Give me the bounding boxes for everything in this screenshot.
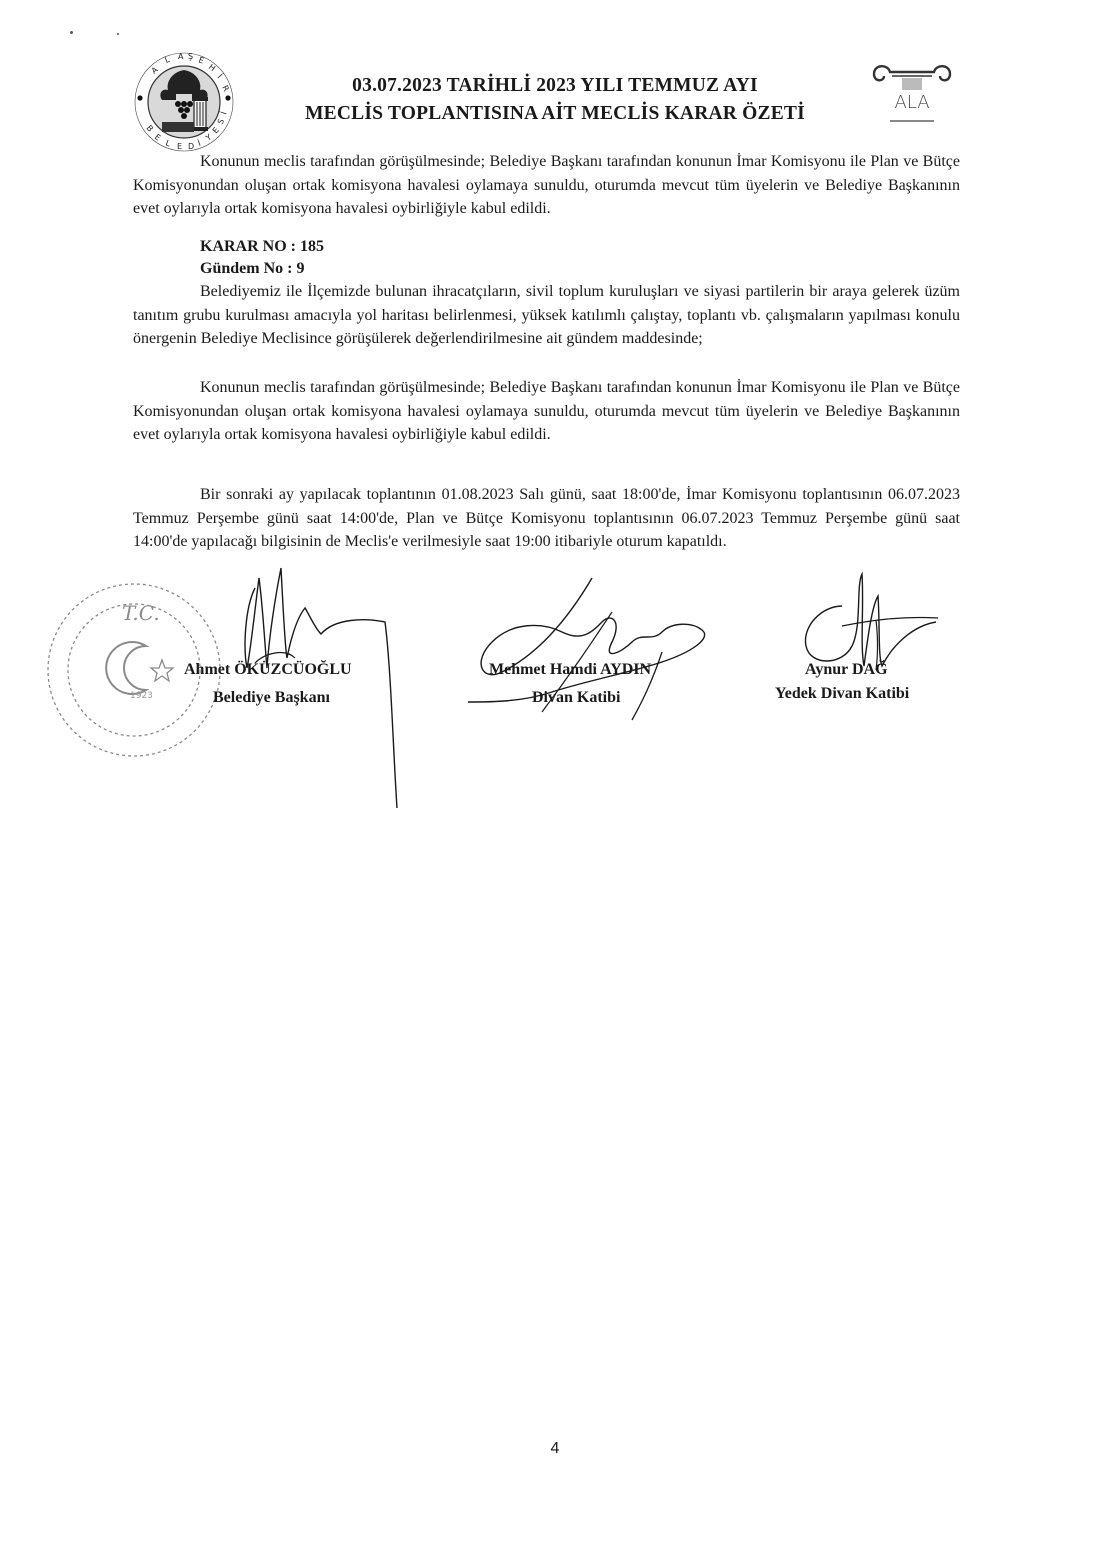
svg-text:İ: İ bbox=[215, 72, 224, 81]
paragraph-3-text: Konunun meclis tarafından görüşülmesinde; Belediye Başkanı tarafından konunun İmar Komisyonu ile Plan ve Bütçe Komisyonundan oluşan ortak komisyona havalesi oylamaya sunuldu, oturumda mevcut tüm üyelerin ve Belediye Başkanının evet oylarıyla ortak komisyona havalesi oybirliğiyle kabul edildi. bbox=[133, 379, 960, 443]
svg-text:D: D bbox=[188, 142, 195, 151]
signatory-3-title: Yedek Divan Katibi bbox=[775, 685, 910, 702]
svg-text:İ: İ bbox=[219, 110, 229, 116]
municipality-logo bbox=[132, 50, 236, 154]
svg-text:B: B bbox=[144, 123, 155, 134]
svg-text:R: R bbox=[220, 83, 231, 93]
scan-speck bbox=[70, 31, 73, 34]
signatory-2-title: Divan Katibi bbox=[532, 689, 621, 706]
signatory-2-name: Mehmet Hamdi AYDIN bbox=[489, 661, 652, 678]
gundem-no: Gündem No : 9 bbox=[200, 260, 305, 277]
signatory-1-name: Ahmet ÖKÜZCÜOĞLU bbox=[184, 661, 352, 678]
paragraph-4 bbox=[133, 483, 960, 554]
signatory-3-name: Aynur DAĞ bbox=[805, 661, 888, 678]
paragraph-4-text: Bir sonraki ay yapılacak toplantının 01.08.2023 Salı günü, saat 18:00'de, İmar Komisyonu toplantısının 06.07.2023 Temmuz Perşembe günü saat 14:00'de, Plan ve Bütçe Komisyonu toplantısının 06.07.2023 Temmuz Perşembe günü saat 14:00'de yapılacağı bilgisinin de Meclis'e verilmesiyle saat 19:00 itibariyle oturum kapatıldı. bbox=[133, 486, 960, 550]
svg-text:A: A bbox=[149, 65, 160, 76]
svg-text:1923: 1923 bbox=[130, 691, 153, 701]
signature-ahmet bbox=[225, 548, 415, 828]
svg-text:E: E bbox=[152, 132, 163, 143]
svg-text:Ş: Ş bbox=[188, 52, 194, 61]
svg-text:S: S bbox=[215, 117, 227, 126]
svg-text:L: L bbox=[163, 54, 171, 65]
svg-text:A: A bbox=[178, 52, 184, 61]
karar-no: KARAR NO : 185 bbox=[200, 238, 324, 255]
svg-text:E: E bbox=[210, 125, 221, 136]
paragraph-2 bbox=[133, 280, 960, 351]
svg-text:L: L bbox=[164, 138, 172, 149]
svg-text:E: E bbox=[177, 142, 183, 151]
stamp-text: T.C. bbox=[122, 601, 160, 625]
paragraph-2-text: Belediyemiz ile İlçemizde bulunan ihracatçıların, sivil toplum kuruluşları ve siyasi partilerin bir araya gelerek üzüm tanıtım grubu kurulması amacıyla yol haritası belirlenmesi, yüksek katılımlı çalıştay, toplantı vb. çalışmaların yapılması konulu önergenin Belediye Meclisince görüşülerek değerlendirilmesine ait gündem maddesinde; bbox=[133, 283, 960, 347]
title-line-2: MECLİS TOPLANTISINA AİT MECLİS KARAR ÖZETİ bbox=[305, 103, 805, 124]
title-line-1: 03.07.2023 TARİHLİ 2023 YILI TEMMUZ AYI bbox=[352, 75, 758, 96]
paragraph-1-text: Konunun meclis tarafından görüşülmesinde; Belediye Başkanı tarafından konunun İmar Komisyonu ile Plan ve Bütçe Komisyonundan oluşan ortak komisyona havalesi oylamaya sunuldu, oturumda mevcut tüm üyelerin ve Belediye Başkanının evet oylarıyla ortak komisyona havalesi oybirliğiyle kabul edildi. bbox=[133, 153, 960, 217]
signatory-1-title: Belediye Başkanı bbox=[213, 689, 330, 706]
scan-speck bbox=[117, 33, 119, 35]
document-title bbox=[240, 72, 870, 128]
page-number: 4 bbox=[550, 1440, 560, 1457]
svg-text:İ: İ bbox=[196, 138, 202, 148]
svg-text:E: E bbox=[197, 55, 206, 66]
ala-logo-text: ALA bbox=[894, 92, 930, 113]
ala-brand-logo bbox=[868, 60, 956, 128]
paragraph-1 bbox=[133, 150, 960, 221]
svg-text:H: H bbox=[206, 62, 217, 74]
paragraph-3 bbox=[133, 376, 960, 447]
svg-text:Y: Y bbox=[204, 132, 214, 143]
